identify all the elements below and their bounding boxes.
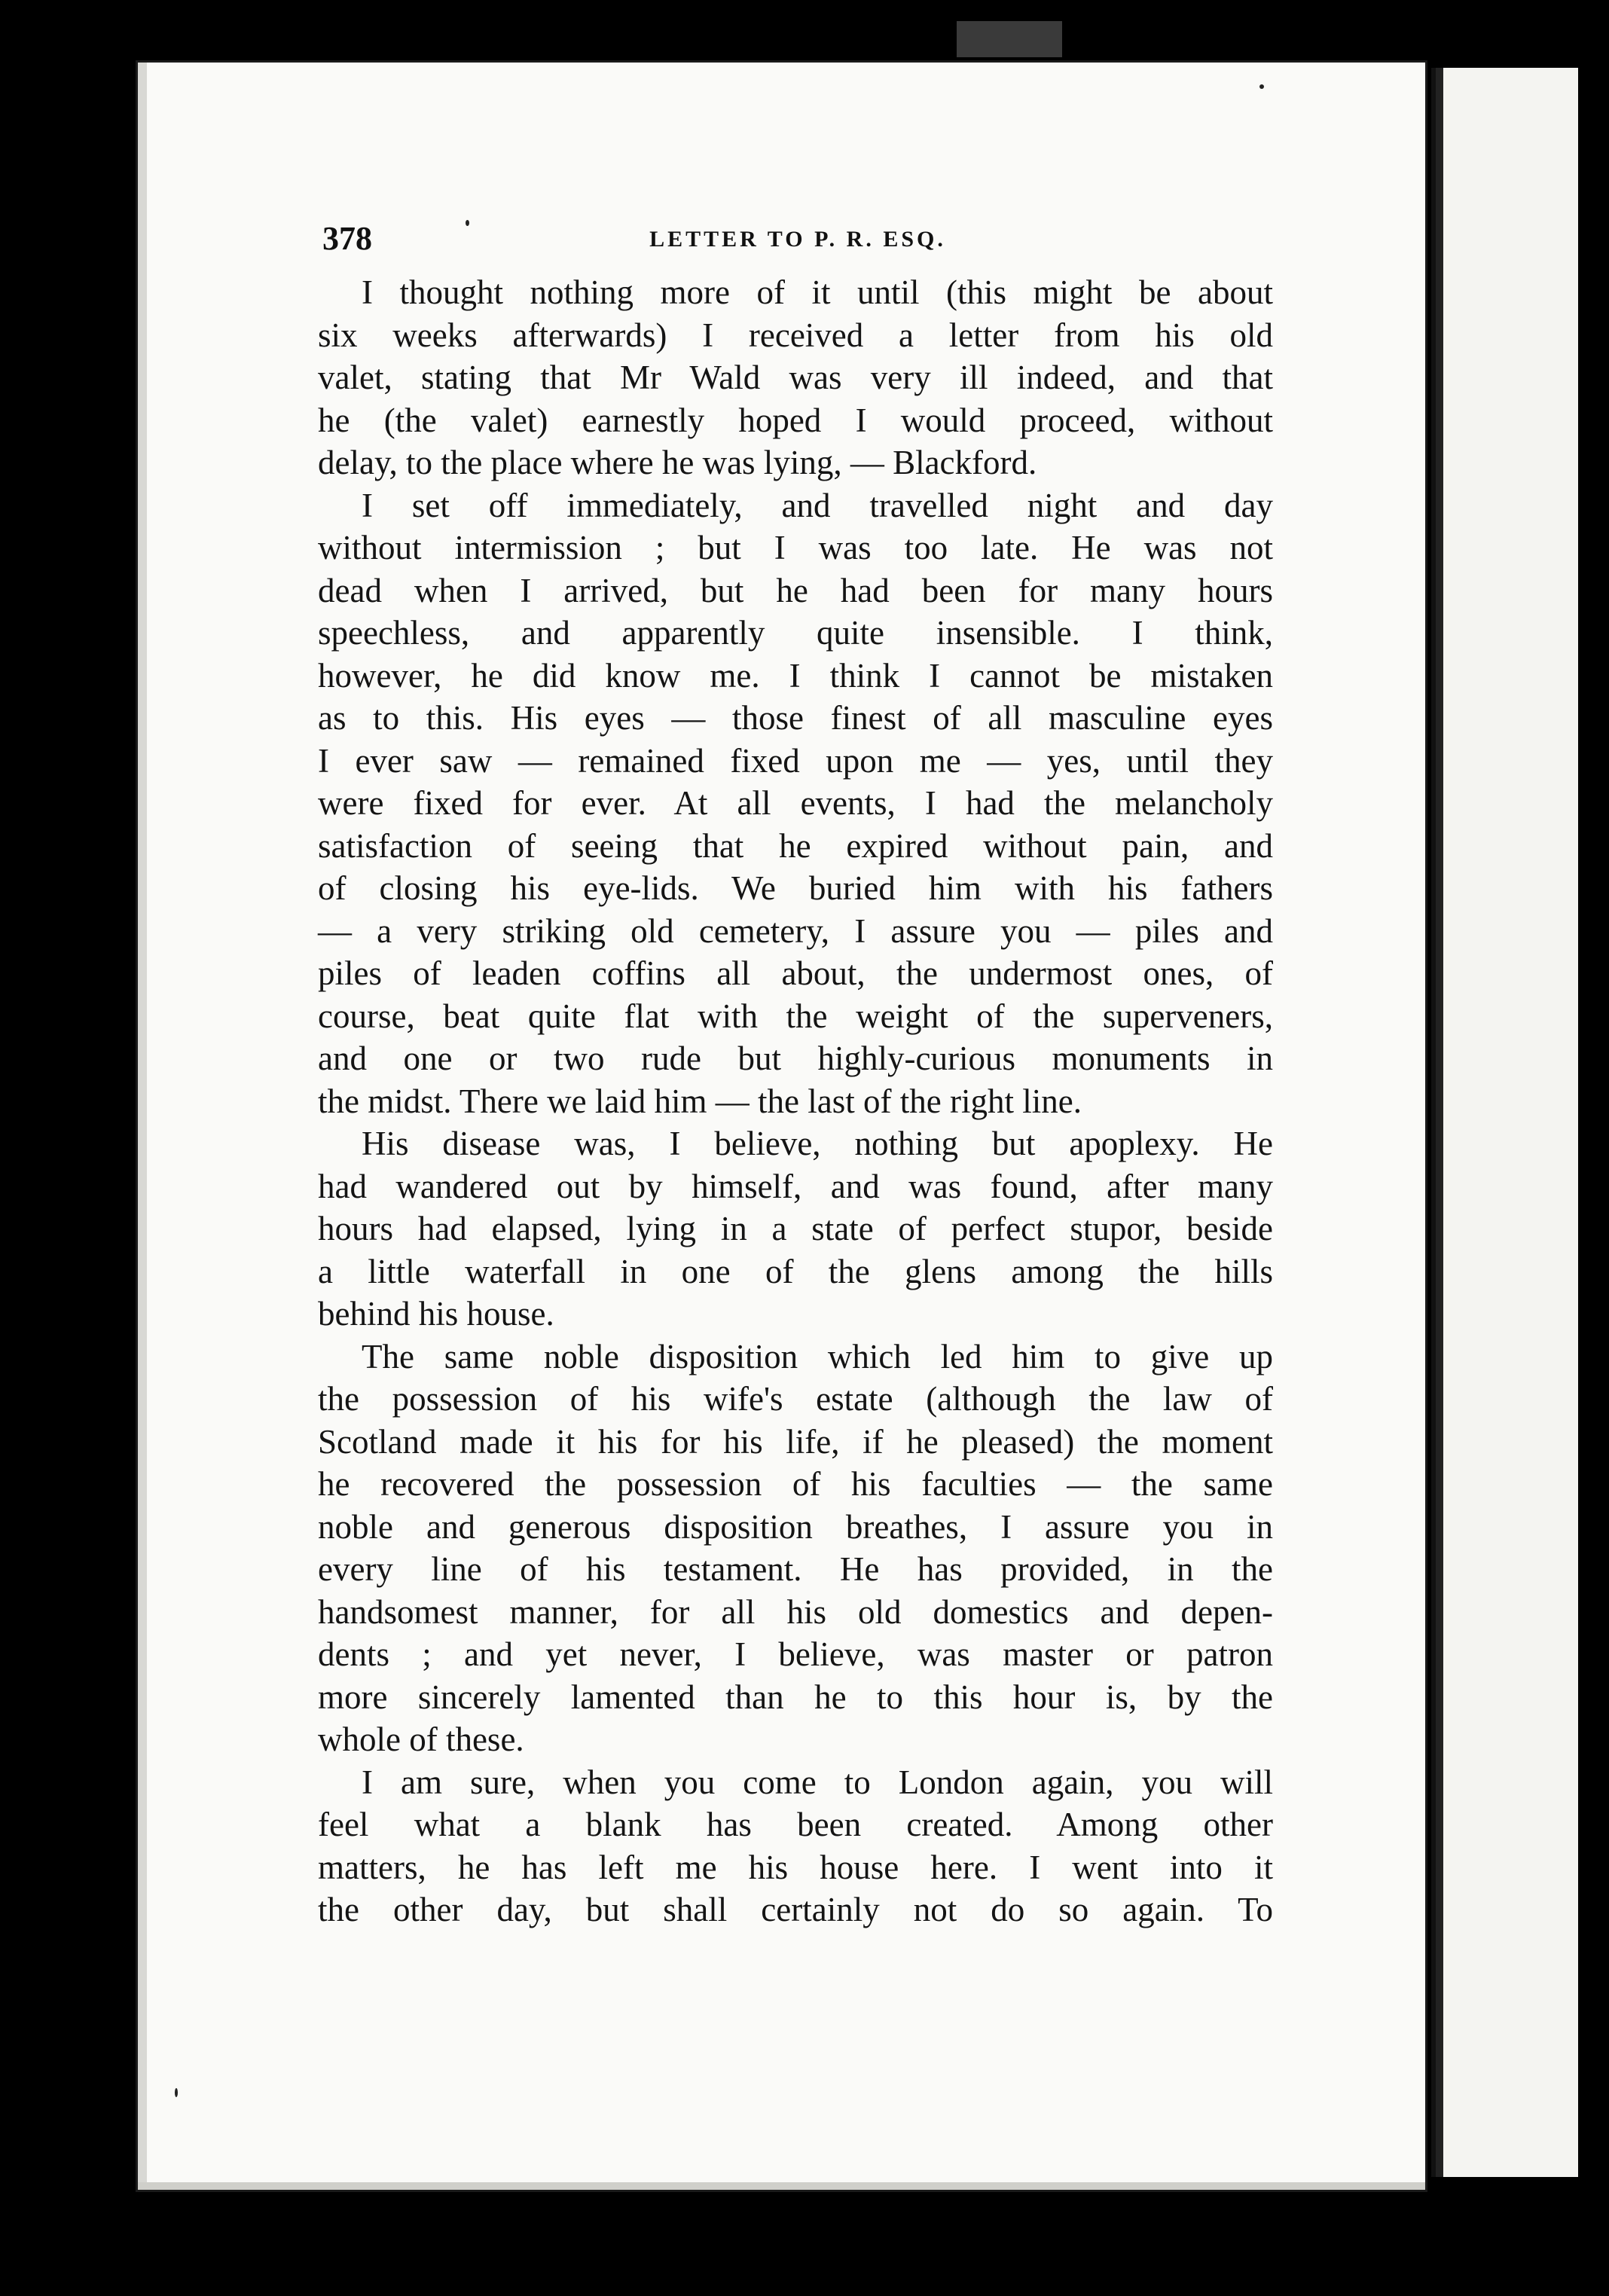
text-line: he recovered the possession of his faculties — the same <box>318 1465 1273 1503</box>
page-number: 378 <box>322 220 372 257</box>
text-line: had wandered out by himself, and was found, after many <box>318 1167 1273 1205</box>
text-line: dead when I arrived, but he had been for many hours <box>318 571 1273 609</box>
text-line: dents ; and yet never, I believe, was master or patron <box>318 1635 1273 1673</box>
text-line: more sincerely lamented than he to this hour is, by the <box>318 1678 1273 1716</box>
text-line: piles of leaden coffins all about, the undermost ones, of <box>318 954 1273 992</box>
text-line: His disease was, I believe, nothing but apoplexy. He <box>362 1125 1273 1162</box>
text-line: behind his house. <box>318 1295 554 1333</box>
text-line: satisfaction of seeing that he expired without pain, and <box>318 826 1273 865</box>
facing-page-border <box>1436 68 1443 2177</box>
text-line: Scotland made it his for his life, if he pleased) the moment <box>318 1422 1273 1461</box>
text-line: and one or two rude but highly-curious monuments in <box>318 1040 1273 1077</box>
text-line: — a very striking old cemetery, I assure you — piles and <box>318 911 1273 950</box>
text-line: without intermission ; but I was too late. He was not <box>318 529 1273 566</box>
text-line: six weeks afterwards) I received a letter from his old <box>318 316 1273 354</box>
text-line: noble and generous disposition breathes, I assure you in <box>318 1507 1273 1546</box>
text-line: whole of these. <box>318 1720 524 1758</box>
scan-border-right <box>1578 53 1609 2237</box>
text-line: were fixed for ever. At all events, I had the melancholy <box>318 784 1273 822</box>
text-line: I am sure, when you come to London again, you will <box>362 1763 1273 1801</box>
ink-speck <box>1259 84 1264 89</box>
text-line: of closing his eye-lids. We buried him with his fathers <box>318 869 1273 907</box>
binding-scrap <box>957 21 1062 57</box>
text-line: handsomest manner, for all his old domestics and depen- <box>318 1592 1273 1631</box>
text-line: hours had elapsed, lying in a state of perfect stupor, beside <box>318 1210 1273 1247</box>
text-line: valet, stating that Mr Wald was very ill indeed, and that <box>318 359 1273 396</box>
page-bottom-edge <box>138 2182 1425 2190</box>
page-header <box>322 220 1273 258</box>
text-line: speechless, and apparently quite insensible. I think, <box>318 614 1273 652</box>
text-line: I ever saw — remained fixed upon me — yes, until they <box>318 741 1273 780</box>
text-line: the midst. There we laid him — the last of the right line. <box>318 1082 1082 1120</box>
text-line: however, he did know me. I think I cannot be mistaken <box>318 656 1273 695</box>
text-line: I set off immediately, and travelled night and day <box>362 486 1273 524</box>
ink-speck <box>466 220 469 226</box>
text-line: as to this. His eyes — those finest of all masculine eyes <box>318 699 1273 737</box>
text-line: he (the valet) earnestly hoped I would proceed, without <box>318 401 1273 439</box>
running-head: LETTER TO P. R. ESQ. <box>649 227 946 252</box>
text-line: matters, he has left me his house here. I went into it <box>318 1848 1273 1886</box>
text-line: The same noble disposition which led him to give up <box>362 1337 1273 1375</box>
text-line: every line of his testament. He has provided, in the <box>318 1550 1273 1588</box>
gutter-shadow <box>138 63 147 2190</box>
ink-speck <box>175 2088 178 2097</box>
text-line: a little waterfall in one of the glens among the hills <box>318 1252 1273 1290</box>
text-line: I thought nothing more of it until (this might be about <box>362 273 1273 311</box>
text-line: delay, to the place where he was lying, — Blackford. <box>318 444 1037 481</box>
text-line: the other day, but shall certainly not do so again. To <box>318 1891 1273 1928</box>
text-line: course, beat quite flat with the weight of the superveners, <box>318 997 1273 1035</box>
text-line: the possession of his wife's estate (although the law of <box>318 1380 1273 1418</box>
text-line: feel what a blank has been created. Among other <box>318 1806 1273 1843</box>
body-text <box>318 271 1273 1931</box>
